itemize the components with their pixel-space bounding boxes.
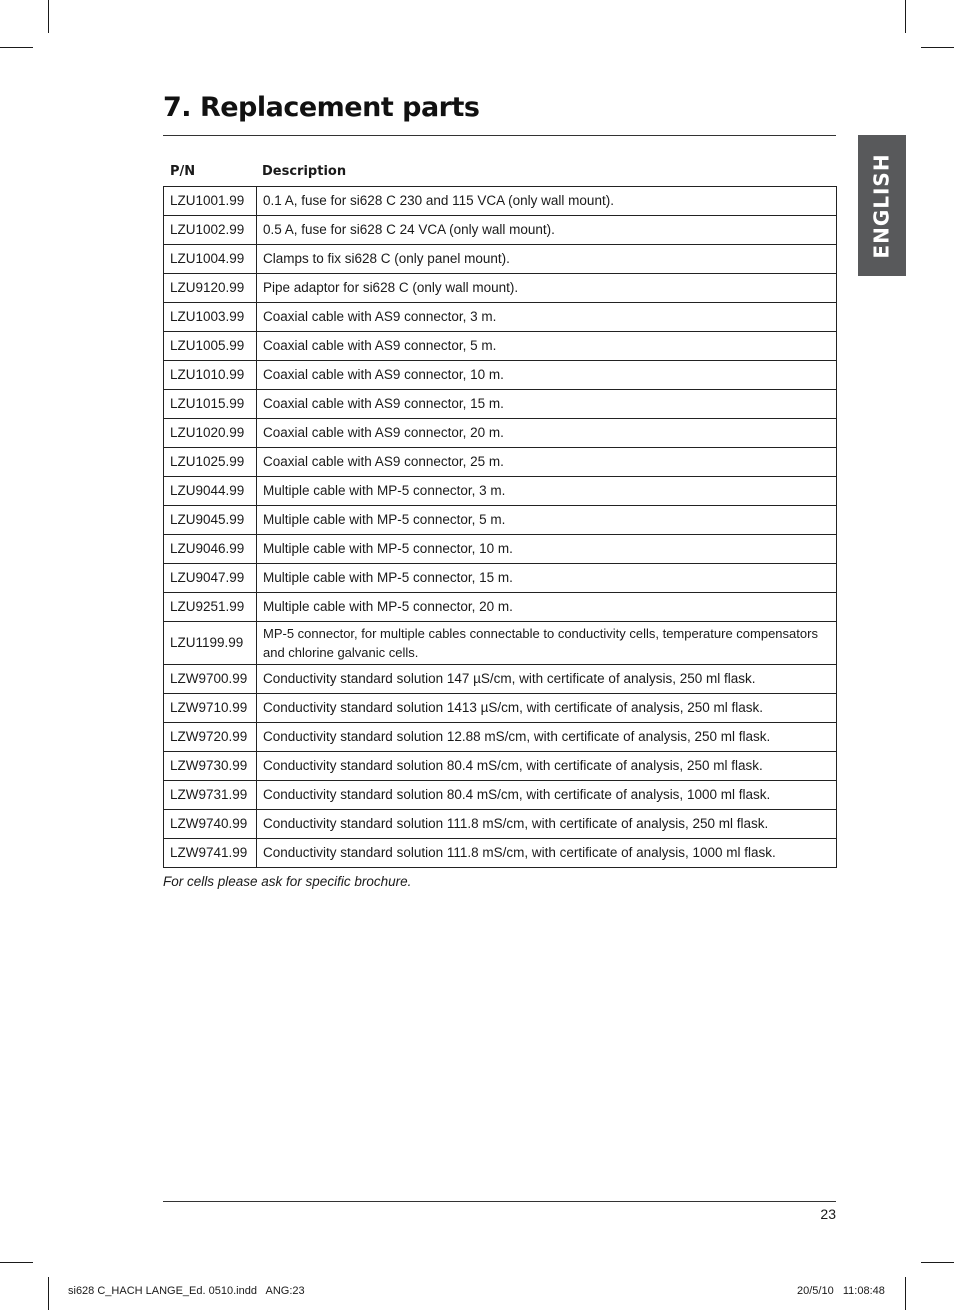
table-row — [164, 506, 837, 535]
table-row — [164, 622, 837, 665]
description-cell: Pipe adaptor for si628 C (only wall mount). — [257, 274, 837, 303]
part-number-cell: LZU1020.99 — [164, 419, 257, 448]
part-number-cell: LZU1002.99 — [164, 216, 257, 245]
part-number-cell: LZW9741.99 — [164, 839, 257, 868]
table-row — [164, 448, 837, 477]
table-row — [164, 245, 837, 274]
part-number-cell: LZU1025.99 — [164, 448, 257, 477]
description-cell: Multiple cable with MP-5 connector, 5 m. — [257, 506, 837, 535]
table-row — [164, 839, 837, 868]
language-tab-label: ENGLISH — [870, 152, 894, 259]
table-row — [164, 665, 837, 694]
table-row — [164, 752, 837, 781]
table-row — [164, 216, 837, 245]
part-number-cell: LZU1005.99 — [164, 332, 257, 361]
part-number-cell: LZU9120.99 — [164, 274, 257, 303]
description-cell: Multiple cable with MP-5 connector, 20 m. — [257, 593, 837, 622]
part-number-cell: LZU1003.99 — [164, 303, 257, 332]
heading-rule — [163, 135, 836, 136]
description-cell: Conductivity standard solution 147 µS/cm, with certificate of analysis, 250 ml flask. — [257, 665, 837, 694]
crop-mark-top-right — [921, 47, 954, 48]
part-number-cell: LZU1004.99 — [164, 245, 257, 274]
description-cell: 0.1 A, fuse for si628 C 230 and 115 VCA (only wall mount). — [257, 187, 837, 216]
table-row — [164, 332, 837, 361]
parts-table — [163, 186, 837, 868]
crop-mark-top-left — [48, 0, 49, 33]
part-number-cell: LZW9730.99 — [164, 752, 257, 781]
description-cell: Conductivity standard solution 12.88 mS/cm, with certificate of analysis, 250 ml flask. — [257, 723, 837, 752]
crop-mark-bottom-left — [48, 1277, 49, 1310]
description-cell: Coaxial cable with AS9 connector, 20 m. — [257, 419, 837, 448]
language-tab — [858, 135, 906, 276]
description-cell: Conductivity standard solution 80.4 mS/cm, with certificate of analysis, 250 ml flask. — [257, 752, 837, 781]
slug-timestamp: 20/5/10 11:08:48 — [797, 1285, 885, 1297]
part-number-cell: LZU9045.99 — [164, 506, 257, 535]
part-number-cell: LZW9731.99 — [164, 781, 257, 810]
brochure-note: For cells please ask for specific brochure. — [163, 874, 412, 889]
part-number-cell: LZW9710.99 — [164, 694, 257, 723]
table-row — [164, 390, 837, 419]
table-row — [164, 477, 837, 506]
table-row — [164, 361, 837, 390]
description-cell: Coaxial cable with AS9 connector, 15 m. — [257, 390, 837, 419]
page-number: 23 — [820, 1206, 836, 1222]
description-cell: Multiple cable with MP-5 connector, 15 m. — [257, 564, 837, 593]
table-row — [164, 564, 837, 593]
description-cell: Multiple cable with MP-5 connector, 10 m. — [257, 535, 837, 564]
table-row — [164, 723, 837, 752]
description-cell: Clamps to fix si628 C (only panel mount). — [257, 245, 837, 274]
part-number-cell: LZU9046.99 — [164, 535, 257, 564]
part-number-cell: LZW9720.99 — [164, 723, 257, 752]
table-row — [164, 810, 837, 839]
table-row — [164, 303, 837, 332]
footer-rule — [163, 1201, 836, 1202]
crop-mark-bottom-right — [905, 1277, 906, 1310]
part-number-cell: LZU9047.99 — [164, 564, 257, 593]
table-row — [164, 694, 837, 723]
crop-mark-top-right — [905, 0, 906, 33]
table-row — [164, 274, 837, 303]
description-cell: Conductivity standard solution 111.8 mS/cm, with certificate of analysis, 250 ml flask. — [257, 810, 837, 839]
header-pn: P/N — [170, 164, 196, 179]
part-number-cell: LZW9740.99 — [164, 810, 257, 839]
part-number-cell: LZU9044.99 — [164, 477, 257, 506]
section-heading: 7. Replacement parts — [163, 92, 480, 123]
description-cell: Coaxial cable with AS9 connector, 25 m. — [257, 448, 837, 477]
crop-mark-bottom-right — [921, 1262, 954, 1263]
table-row — [164, 535, 837, 564]
part-number-cell: LZU1199.99 — [164, 622, 257, 665]
part-number-cell: LZU1010.99 — [164, 361, 257, 390]
description-cell: MP-5 connector, for multiple cables connectable to conductivity cells, temperature compensators and chlorine galvanic cells. — [257, 622, 837, 665]
crop-mark-bottom-left — [0, 1262, 33, 1263]
description-cell: Conductivity standard solution 111.8 mS/cm, with certificate of analysis, 1000 ml flask. — [257, 839, 837, 868]
description-cell: Conductivity standard solution 1413 µS/cm, with certificate of analysis, 250 ml flask. — [257, 694, 837, 723]
part-number-cell: LZU1001.99 — [164, 187, 257, 216]
table-header — [163, 163, 836, 186]
table-row — [164, 593, 837, 622]
description-cell: Conductivity standard solution 80.4 mS/cm, with certificate of analysis, 1000 ml flask. — [257, 781, 837, 810]
part-number-cell: LZU1015.99 — [164, 390, 257, 419]
description-cell: Coaxial cable with AS9 connector, 5 m. — [257, 332, 837, 361]
header-description: Description — [262, 164, 347, 179]
crop-mark-top-left — [0, 47, 33, 48]
slug-file-info: si628 C_HACH LANGE_Ed. 0510.indd ANG:23 — [68, 1285, 305, 1297]
table-row — [164, 781, 837, 810]
table-row — [164, 187, 837, 216]
description-cell: 0.5 A, fuse for si628 C 24 VCA (only wall mount). — [257, 216, 837, 245]
description-cell: Multiple cable with MP-5 connector, 3 m. — [257, 477, 837, 506]
table-row — [164, 419, 837, 448]
part-number-cell: LZW9700.99 — [164, 665, 257, 694]
description-cell: Coaxial cable with AS9 connector, 10 m. — [257, 361, 837, 390]
part-number-cell: LZU9251.99 — [164, 593, 257, 622]
description-cell: Coaxial cable with AS9 connector, 3 m. — [257, 303, 837, 332]
